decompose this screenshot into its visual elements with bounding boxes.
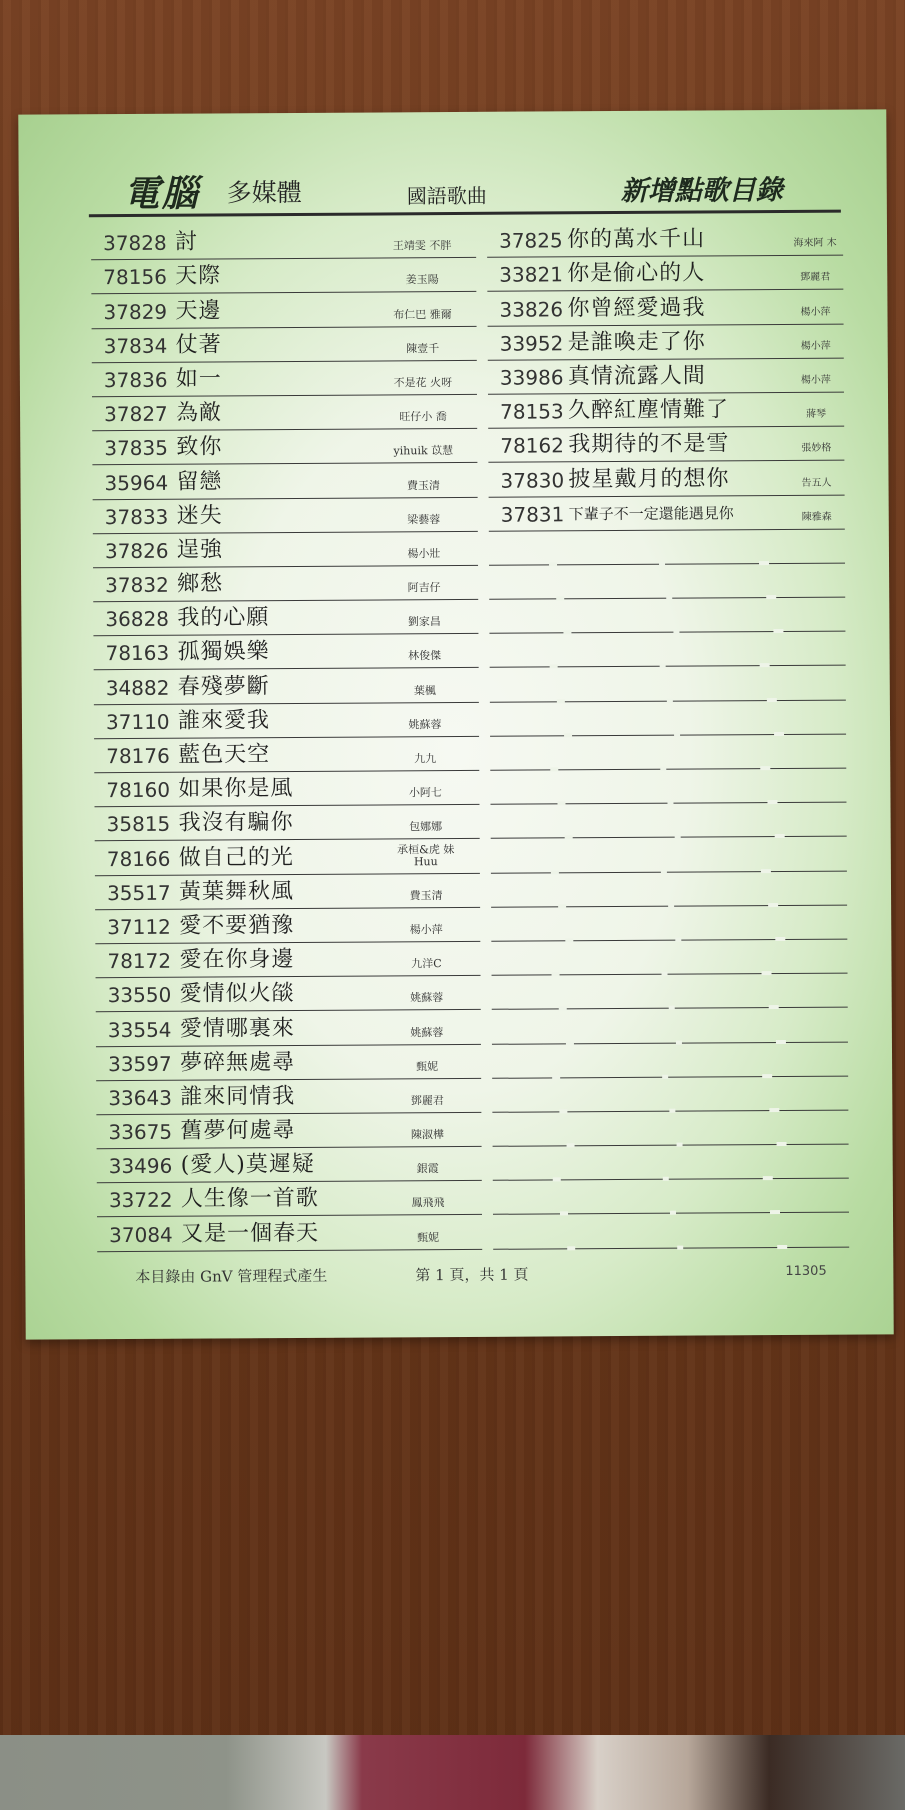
song-artist: 王靖雯 不胖	[392, 239, 452, 253]
song-row	[95, 908, 480, 945]
header-divider	[89, 210, 841, 218]
song-row	[94, 805, 479, 842]
song-artist: 姚蘇蓉	[408, 717, 442, 732]
song-row	[96, 976, 481, 1013]
empty-row	[490, 666, 846, 702]
song-row	[92, 463, 477, 500]
left-song-column	[91, 224, 482, 1252]
song-number: 37826	[104, 538, 169, 564]
empty-row	[491, 871, 847, 907]
song-title: 愛不要猶豫	[179, 912, 295, 939]
empty-row	[489, 632, 845, 668]
song-row	[97, 1181, 482, 1218]
line-gap	[777, 1245, 787, 1249]
song-number: 78166	[106, 846, 171, 871]
song-title: 真情流露人間	[567, 363, 706, 390]
song-number: 33821	[499, 262, 563, 288]
song-title: 孤獨娛樂	[177, 639, 270, 666]
song-artist: 鳳飛飛	[411, 1196, 445, 1210]
song-number: 35964	[104, 470, 169, 495]
song-title: 討	[174, 229, 199, 255]
song-artist: 楊小萍	[800, 306, 831, 318]
song-artist: 陳壹千	[406, 341, 440, 356]
song-number: 37110	[105, 709, 170, 734]
list-title: 新增點歌目錄	[620, 174, 783, 207]
song-row	[97, 1147, 482, 1184]
song-row	[488, 393, 844, 429]
song-row	[489, 495, 845, 531]
empty-row	[491, 905, 847, 941]
empty-row	[492, 1008, 848, 1044]
song-row	[91, 224, 476, 261]
right-song-column	[487, 222, 849, 1250]
song-row	[93, 532, 478, 569]
song-number: 33986	[499, 365, 564, 390]
song-title: 下輩子不一定還能遇見你	[568, 503, 734, 523]
song-number: 33952	[499, 331, 564, 356]
song-number: 35815	[106, 812, 171, 837]
song-title: 愛在你身邊	[179, 947, 295, 973]
song-title: 春殘夢斷	[177, 673, 270, 700]
song-artist: 鄧麗君	[410, 1093, 444, 1108]
line-gap	[567, 1246, 575, 1250]
empty-row	[489, 598, 845, 634]
empty-row	[490, 769, 846, 805]
song-title: 藍色天空	[178, 742, 271, 768]
song-artist: yihuik 苡慧	[393, 444, 454, 458]
song-number: 36828	[105, 607, 170, 632]
empty-row	[489, 563, 845, 599]
song-number: 37832	[105, 572, 169, 598]
song-number: 37112	[107, 914, 171, 940]
song-title: 你的萬水千山	[566, 226, 706, 253]
song-artist: 不是花 火呀	[393, 375, 453, 390]
song-title: 人生像一首歌	[180, 1186, 319, 1213]
song-row	[488, 324, 844, 360]
song-number: 78176	[106, 743, 170, 769]
song-artist: 蔣琴	[806, 408, 827, 420]
song-artist: 楊小萍	[409, 923, 443, 937]
song-title: 鄉愁	[177, 571, 224, 597]
line-gap	[677, 1245, 683, 1249]
song-artist: 陳淑樺	[410, 1128, 445, 1142]
song-number: 37830	[500, 467, 565, 493]
song-title: (愛人)莫遲疑	[180, 1152, 315, 1178]
empty-row	[492, 1042, 848, 1078]
song-artist: 布仁巴 雅爾	[393, 307, 452, 321]
background-strip	[0, 1735, 905, 1810]
song-artist: 阿吉仔	[407, 581, 441, 595]
song-row	[94, 737, 479, 774]
song-number: 37836	[103, 367, 168, 393]
empty-row	[492, 974, 848, 1010]
song-title: 誰來愛我	[177, 707, 271, 734]
song-artist: 甄妮	[417, 1230, 440, 1244]
song-row	[95, 873, 480, 910]
song-title: 誰來同情我	[180, 1083, 296, 1110]
song-title: 仗著	[175, 332, 222, 358]
song-artist: 楊小萍	[800, 374, 831, 386]
song-artist: 銀霞	[416, 1162, 439, 1176]
song-title: 我沒有騙你	[178, 810, 294, 837]
song-artist: 楊小萍	[800, 340, 831, 352]
song-artist: 費玉清	[409, 888, 443, 903]
song-number: 33597	[107, 1051, 172, 1076]
song-artist: 甄妮	[416, 1059, 439, 1073]
song-artist: 鄧麗君	[800, 272, 831, 284]
song-number: 37827	[104, 401, 168, 427]
song-number: 33554	[107, 1017, 172, 1042]
song-number: 33675	[108, 1119, 173, 1145]
song-row	[92, 361, 477, 398]
empty-row	[491, 940, 847, 976]
song-title: 是誰喚走了你	[567, 329, 706, 356]
song-row	[93, 497, 478, 534]
song-row	[94, 771, 479, 808]
song-title: 天邊	[175, 297, 222, 324]
brand-logo: 電腦	[123, 172, 200, 216]
song-artist: 旺仔小 喬	[399, 410, 447, 424]
song-row	[487, 290, 843, 326]
song-number: 37834	[103, 333, 168, 358]
song-row	[94, 668, 479, 705]
song-title: 久醉紅塵情難了	[568, 397, 730, 424]
song-number: 37828	[102, 230, 167, 256]
song-artist: 九洋C	[411, 957, 442, 971]
empty-row	[489, 529, 845, 565]
empty-row	[490, 803, 846, 839]
song-row	[488, 461, 844, 497]
song-number: 78160	[106, 777, 171, 803]
song-artist: 姜玉陽	[405, 273, 439, 287]
song-number: 78172	[107, 948, 172, 974]
song-number: 33550	[107, 983, 172, 1008]
song-artist: 葉楓	[413, 683, 436, 697]
song-artist: 姚蘇蓉	[410, 991, 444, 1005]
song-number: 33722	[108, 1188, 173, 1213]
song-number: 78153	[500, 399, 564, 424]
song-number: 33496	[108, 1153, 173, 1179]
song-artist: 九九	[414, 752, 437, 766]
song-title: 愛情似火燄	[179, 981, 295, 1008]
song-title: 留戀	[176, 468, 223, 495]
song-title: 如果你是風	[178, 776, 294, 802]
song-row	[487, 222, 843, 258]
page-indicator: 第 1 頁，共 1 頁	[415, 1265, 529, 1285]
song-row	[92, 395, 477, 432]
footer-note: 本目錄由 GnV 管理程式產生	[135, 1266, 328, 1286]
brand-subtitle: 多媒體	[226, 177, 302, 208]
song-title: 致你	[176, 434, 223, 461]
song-row	[487, 256, 843, 292]
song-artist: 承桓&虎 妹Huu	[397, 842, 455, 868]
song-title: 又是一個春天	[181, 1220, 320, 1247]
song-row	[488, 358, 844, 394]
song-title: 你曾經愛過我	[567, 295, 706, 321]
song-number: 37825	[498, 228, 563, 253]
song-title: 如一	[175, 366, 222, 392]
song-artist: 包娜娜	[409, 820, 443, 834]
catalog-code: 11305	[785, 1263, 827, 1279]
song-number: 35517	[106, 880, 171, 905]
song-number: 78162	[500, 433, 564, 459]
song-title: 迷失	[176, 503, 223, 529]
song-row	[92, 326, 477, 363]
empty-row	[493, 1179, 849, 1215]
song-number: 78156	[103, 265, 167, 290]
empty-row	[493, 1213, 849, 1249]
song-number: 34882	[105, 675, 170, 700]
empty-row	[492, 1076, 848, 1112]
song-title: 為敵	[176, 400, 223, 426]
song-row	[93, 566, 478, 603]
song-list-sheet	[18, 109, 893, 1339]
song-row	[96, 1010, 481, 1047]
song-number: 37831	[500, 502, 565, 527]
song-row	[488, 427, 844, 463]
song-title: 披星戴月的想你	[568, 465, 730, 492]
song-row	[93, 600, 478, 637]
empty-row	[490, 700, 846, 736]
song-title: 我期待的不是雪	[568, 431, 730, 458]
song-row	[93, 634, 478, 671]
song-row	[95, 839, 480, 876]
song-artist: 張妙格	[801, 443, 832, 455]
song-row	[94, 702, 479, 739]
song-artist: 告五人	[801, 477, 832, 489]
empty-row	[492, 1110, 848, 1146]
song-number: 33643	[108, 1085, 172, 1111]
song-title: 我的心願	[177, 605, 270, 631]
song-row	[96, 1044, 481, 1081]
song-row	[92, 429, 477, 466]
song-number: 37829	[103, 299, 168, 324]
song-number: 37833	[104, 504, 169, 529]
song-title: 夢碎無處尋	[179, 1049, 296, 1076]
song-row	[95, 942, 480, 979]
song-row	[96, 1113, 481, 1150]
song-category: 國語歌曲	[406, 183, 487, 209]
song-number: 78163	[105, 641, 170, 666]
song-title: 天際	[175, 263, 222, 290]
song-title: 做自己的光	[178, 844, 294, 871]
song-artist: 楊小壯	[407, 546, 441, 561]
song-row	[91, 292, 476, 329]
song-number: 33826	[499, 296, 564, 322]
song-row	[96, 1079, 481, 1116]
song-number: 37835	[104, 436, 169, 461]
song-title: 你是偷心的人	[567, 260, 706, 287]
song-row	[91, 258, 476, 295]
song-artist: 海來阿 木	[793, 237, 837, 250]
song-artist: 小阿七	[408, 786, 442, 800]
song-artist: 陳雅森	[801, 511, 832, 523]
song-artist: 林俊傑	[408, 649, 442, 663]
song-title: 愛情哪裏來	[179, 1015, 295, 1042]
song-artist: 梁藝蓉	[407, 512, 441, 526]
empty-row	[493, 1145, 849, 1181]
song-title: 舊夢何處尋	[180, 1118, 296, 1144]
song-artist: 費玉清	[406, 478, 441, 492]
song-title: 黃葉舞秋風	[178, 878, 295, 905]
song-number: 37084	[109, 1222, 173, 1247]
empty-row	[490, 734, 846, 770]
song-title: 逞強	[176, 537, 224, 563]
song-row	[97, 1215, 482, 1252]
song-artist: 劉家昌	[407, 615, 441, 629]
empty-row	[491, 837, 847, 873]
song-artist: 姚蘇蓉	[410, 1025, 444, 1039]
